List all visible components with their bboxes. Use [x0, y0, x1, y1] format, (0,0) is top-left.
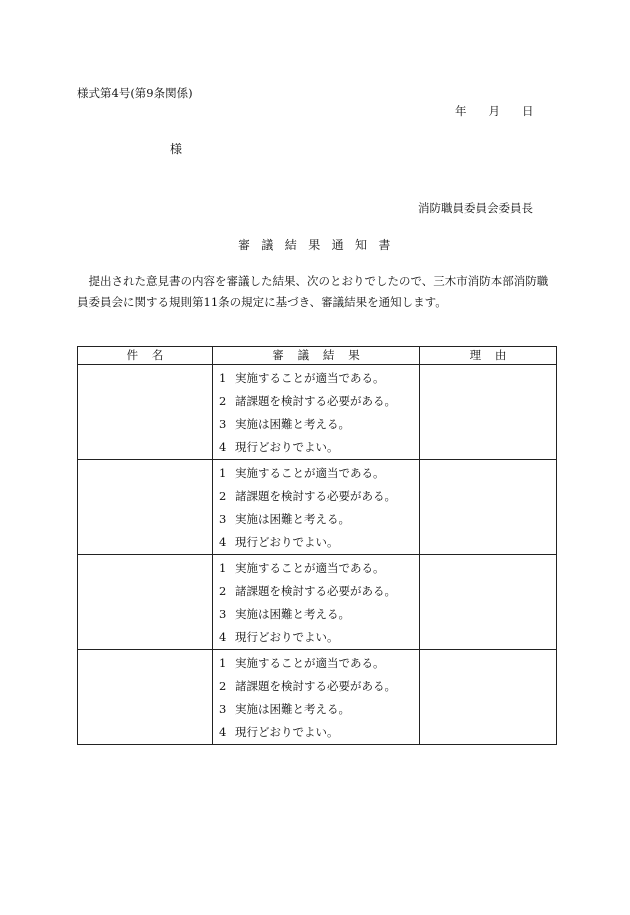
- cell-reason: [420, 650, 557, 745]
- option-number: 2: [219, 489, 227, 503]
- option-number: 1: [219, 466, 227, 480]
- table-row: [78, 650, 557, 745]
- cell-reason: [420, 555, 557, 650]
- option-number: 2: [219, 679, 227, 693]
- cell-result: [213, 555, 420, 650]
- option-item: [213, 721, 419, 744]
- cell-name: [78, 650, 213, 745]
- option-number: 4: [219, 535, 227, 549]
- option-item: [213, 413, 419, 436]
- option-text: 諸課題を検討する必要がある。: [235, 394, 396, 408]
- option-text: 実施することが適当である。: [235, 371, 385, 385]
- document-title: 審議結果通知書: [238, 238, 402, 252]
- option-list: [213, 555, 419, 649]
- option-text: 現行どおりでよい。: [235, 630, 339, 644]
- body-paragraph: [77, 271, 557, 313]
- table-row: [78, 460, 557, 555]
- option-item: [213, 675, 419, 698]
- table-header-row: [78, 347, 557, 365]
- table-body: [78, 365, 557, 745]
- option-text: 現行どおりでよい。: [235, 440, 339, 454]
- option-text: 実施は困難と考える。: [235, 607, 350, 621]
- cell-reason: [420, 365, 557, 460]
- option-item: [213, 508, 419, 531]
- option-text: 現行どおりでよい。: [235, 535, 339, 549]
- option-text: 実施は困難と考える。: [235, 417, 350, 431]
- option-text: 実施は困難と考える。: [235, 702, 350, 716]
- cell-result: [213, 460, 420, 555]
- table-row: [78, 555, 557, 650]
- cell-name: [78, 365, 213, 460]
- cell-name: [78, 555, 213, 650]
- option-item: [213, 603, 419, 626]
- option-number: 1: [219, 656, 227, 670]
- option-number: 4: [219, 725, 227, 739]
- header-reason: [420, 347, 557, 365]
- date-line: [455, 103, 534, 119]
- date-month-label: 月: [488, 104, 500, 118]
- header-reason-label: 理由: [469, 348, 521, 362]
- cell-result: [213, 365, 420, 460]
- date-day-label: 日: [522, 104, 534, 118]
- option-item: [213, 652, 419, 675]
- sender-title: 消防職員委員会委員長: [418, 201, 533, 215]
- table-row: [78, 365, 557, 460]
- cell-name: [78, 460, 213, 555]
- option-item: [213, 698, 419, 721]
- option-number: 4: [219, 440, 227, 454]
- option-number: 3: [219, 607, 227, 621]
- option-text: 現行どおりでよい。: [235, 725, 339, 739]
- option-item: [213, 626, 419, 649]
- option-text: 実施することが適当である。: [235, 466, 385, 480]
- option-item: [213, 557, 419, 580]
- option-item: [213, 367, 419, 390]
- option-list: [213, 650, 419, 744]
- option-text: 実施することが適当である。: [235, 561, 385, 575]
- option-item: [213, 462, 419, 485]
- option-item: [213, 485, 419, 508]
- cell-result: [213, 650, 420, 745]
- option-item: [213, 531, 419, 554]
- option-number: 3: [219, 417, 227, 431]
- form-number: 様式第4号(第9条関係): [77, 86, 193, 100]
- option-text: 実施することが適当である。: [235, 656, 385, 670]
- body-text: 提出された意見書の内容を審議した結果、次のとおりでしたので、三木市消防本部消防職員委員会に関する規則第11条の規定に基づき、審議結果を通知します。: [77, 274, 549, 309]
- option-text: 諸課題を検討する必要がある。: [235, 584, 396, 598]
- option-item: [213, 390, 419, 413]
- option-item: [213, 580, 419, 603]
- header-result: [213, 347, 420, 365]
- header-result-label: 審議結果: [272, 348, 374, 362]
- cell-reason: [420, 460, 557, 555]
- result-table: [77, 346, 557, 745]
- option-number: 1: [219, 561, 227, 575]
- addressee-suffix: 様: [170, 142, 183, 156]
- header-name-label: 件名: [126, 348, 178, 362]
- option-item: [213, 436, 419, 459]
- option-text: 諸課題を検討する必要がある。: [235, 489, 396, 503]
- option-list: [213, 365, 419, 459]
- option-number: 2: [219, 584, 227, 598]
- option-text: 実施は困難と考える。: [235, 512, 350, 526]
- option-number: 3: [219, 512, 227, 526]
- option-text: 諸課題を検討する必要がある。: [235, 679, 396, 693]
- option-number: 3: [219, 702, 227, 716]
- date-year-label: 年: [455, 104, 467, 118]
- header-name: [78, 347, 213, 365]
- option-number: 1: [219, 371, 227, 385]
- option-number: 2: [219, 394, 227, 408]
- option-number: 4: [219, 630, 227, 644]
- option-list: [213, 460, 419, 554]
